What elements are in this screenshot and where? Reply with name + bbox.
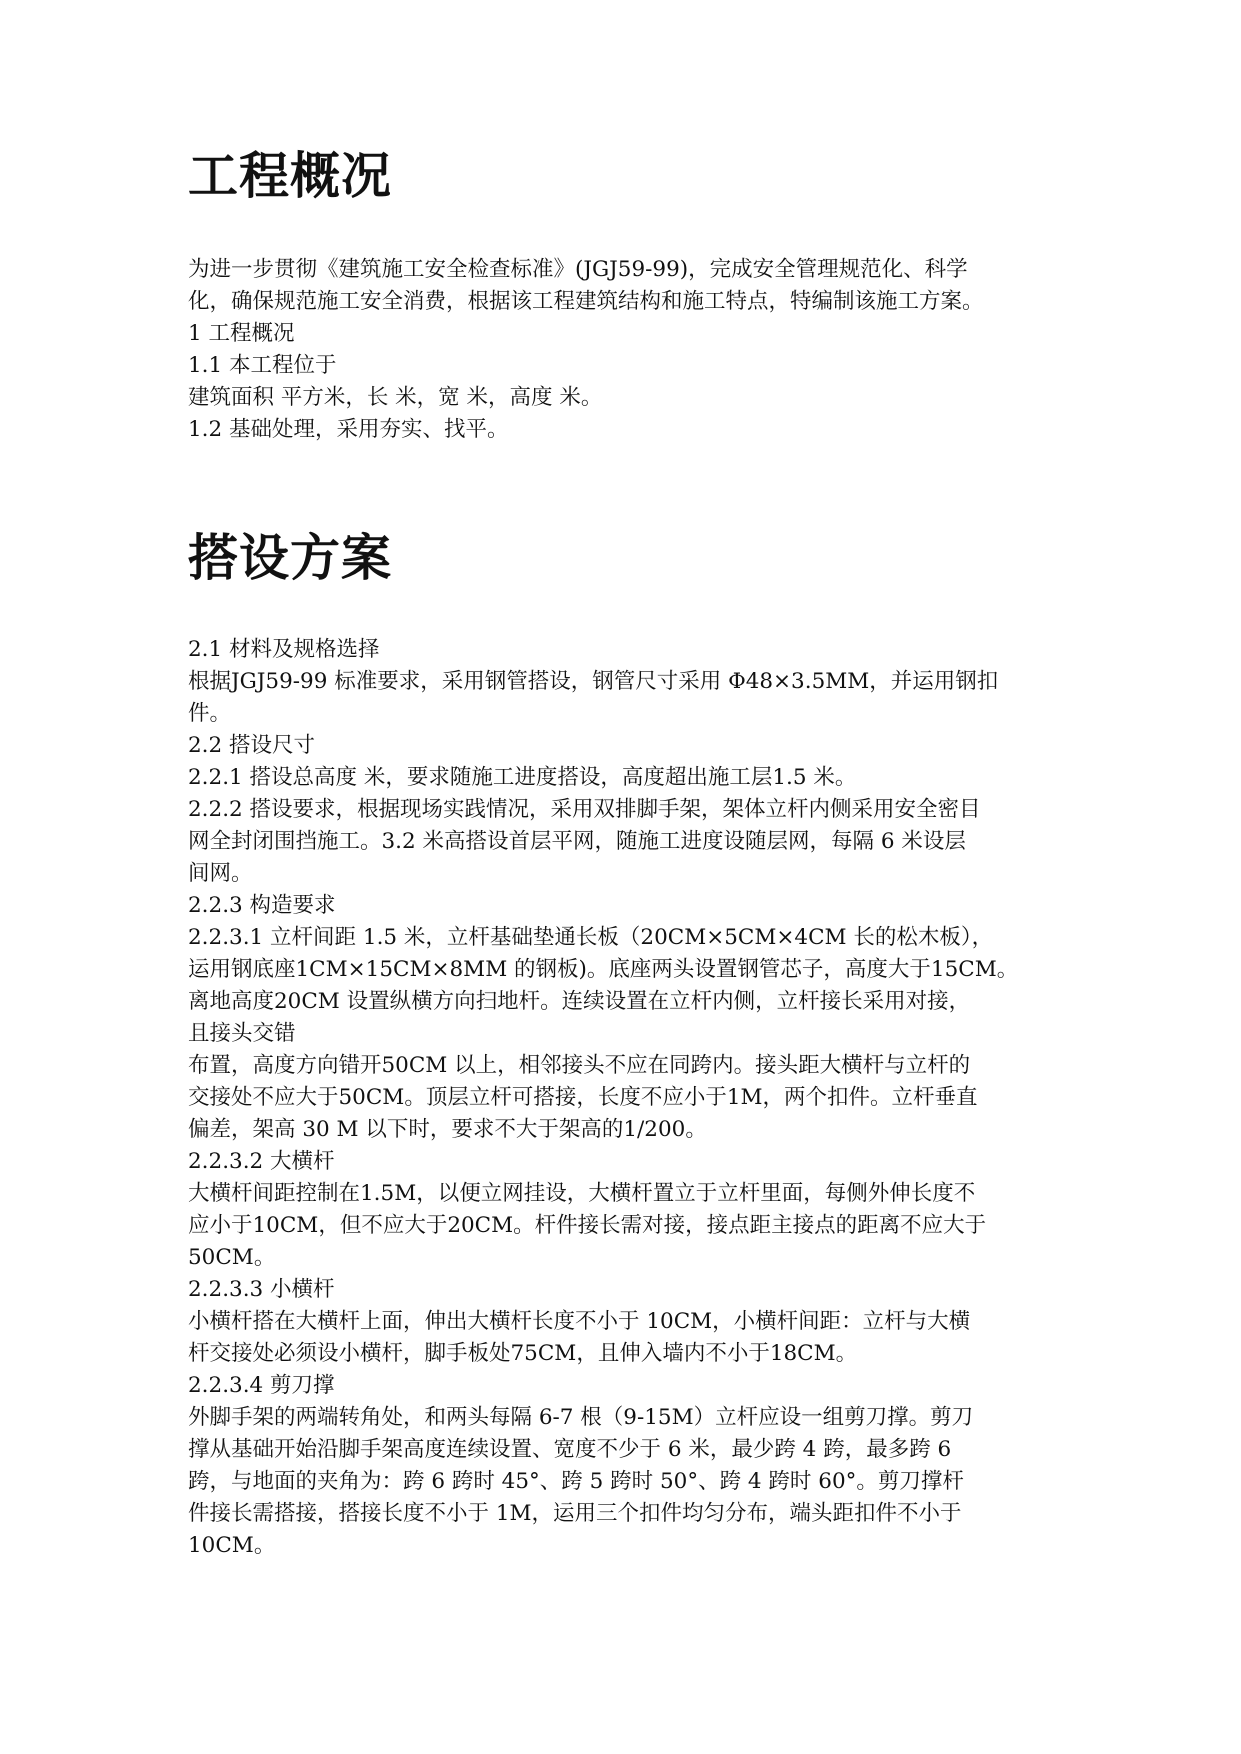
text-line: 撑从基础开始沿脚手架高度连续设置、宽度不少于 6 米，最少跨 4 跨，最多跨 6 bbox=[188, 1437, 952, 1462]
text-line: 交接处不应大于50CM。顶层立杆可搭接，长度不应小于1M，两个扣件。立杆垂直 bbox=[188, 1085, 978, 1110]
text-line: 布置，高度方向错开50CM 以上，相邻接头不应在同跨内。接头距大横杆与立杆的 bbox=[188, 1053, 971, 1078]
text-line: 间网。 bbox=[188, 861, 253, 886]
text-line: 50CM。 bbox=[188, 1245, 276, 1270]
text-line: 化，确保规范施工安全消费，根据该工程建筑结构和施工特点，特编制该施工方案。 bbox=[188, 289, 984, 314]
section-heading-scaffold-plan: 搭设方案 bbox=[188, 529, 392, 587]
scaffold-plan-body bbox=[188, 634, 1068, 1562]
text-line: 离地高度20CM 设置纵横方向扫地杆。连续设置在立杆内侧，立杆接长采用对接， bbox=[188, 989, 971, 1014]
overview-body bbox=[188, 254, 1068, 446]
text-line: 应小于10CM，但不应大于20CM。杆件接长需对接，接点距主接点的距离不应大于 bbox=[188, 1213, 987, 1238]
text-line: 件接长需搭接，搭接长度不小于 1M，运用三个扣件均匀分布，端头距扣件不小于 bbox=[188, 1501, 962, 1526]
text-line: 2.2.3.3 小横杆 bbox=[188, 1277, 335, 1302]
text-line: 2.2.3.1 立杆间距 1.5 米，立杆基础垫通长板（20CM×5CM×4CM 长的松木板）， bbox=[188, 925, 994, 950]
text-line: 跨，与地面的夹角为：跨 6 跨时 45°、跨 5 跨时 50°、跨 4 跨时 60°。剪刀撑杆 bbox=[188, 1469, 964, 1494]
text-line: 10CM。 bbox=[188, 1533, 276, 1558]
text-line: 件。 bbox=[188, 701, 232, 726]
text-line: 建筑面积 平方米，长 米，宽 米，高度 米。 bbox=[188, 385, 603, 410]
text-line: 为进一步贯彻《建筑施工安全检查标准》(JGJ59-99)，完成安全管理规范化、科学 bbox=[188, 257, 968, 282]
text-line: 1 工程概况 bbox=[188, 321, 295, 346]
text-line: 2.2.3.2 大横杆 bbox=[188, 1149, 335, 1174]
text-line: 1.2 基础处理，采用夯实、找平。 bbox=[188, 417, 509, 442]
text-line: 2.2 搭设尺寸 bbox=[188, 733, 316, 758]
text-line: 根据JGJ59-99 标准要求，采用钢管搭设，钢管尺寸采用 Φ48×3.5MM，并运用钢扣 bbox=[188, 669, 999, 694]
text-line: 大横杆间距控制在1.5M，以便立网挂设，大横杆置立于立杆里面，每侧外伸长度不 bbox=[188, 1181, 976, 1206]
text-line: 运用钢底座1CM×15CM×8MM 的钢板)。底座两头设置钢管芯子，高度大于15CM。 bbox=[188, 957, 1019, 982]
text-line: 2.2.3.4 剪刀撑 bbox=[188, 1373, 335, 1398]
text-line: 小横杆搭在大横杆上面，伸出大横杆长度不小于 10CM，小横杆间距：立杆与大横 bbox=[188, 1309, 971, 1334]
text-line: 杆交接处必须设小横杆，脚手板处75CM，且伸入墙内不小于18CM。 bbox=[188, 1341, 858, 1366]
text-line: 2.2.1 搭设总高度 米，要求随施工进度搭设，高度超出施工层1.5 米。 bbox=[188, 765, 857, 790]
section-heading-overview: 工程概况 bbox=[188, 147, 392, 205]
text-line: 2.2.2 搭设要求，根据现场实践情况，采用双排脚手架，架体立杆内侧采用安全密目 bbox=[188, 797, 981, 822]
text-line: 外脚手架的两端转角处，和两头每隔 6-7 根（9-15M）立杆应设一组剪刀撑。剪刀 bbox=[188, 1405, 974, 1430]
text-line: 2.2.3 构造要求 bbox=[188, 893, 336, 918]
text-line: 偏差，架高 30 M 以下时，要求不大于架高的1/200。 bbox=[188, 1117, 707, 1142]
text-line: 且接头交错 bbox=[188, 1021, 296, 1046]
text-line: 1.1 本工程位于 bbox=[188, 353, 337, 378]
text-line: 2.1 材料及规格选择 bbox=[188, 637, 380, 662]
text-line: 网全封闭围挡施工。3.2 米高搭设首层平网，随施工进度设随层网，每隔 6 米设层 bbox=[188, 829, 966, 854]
